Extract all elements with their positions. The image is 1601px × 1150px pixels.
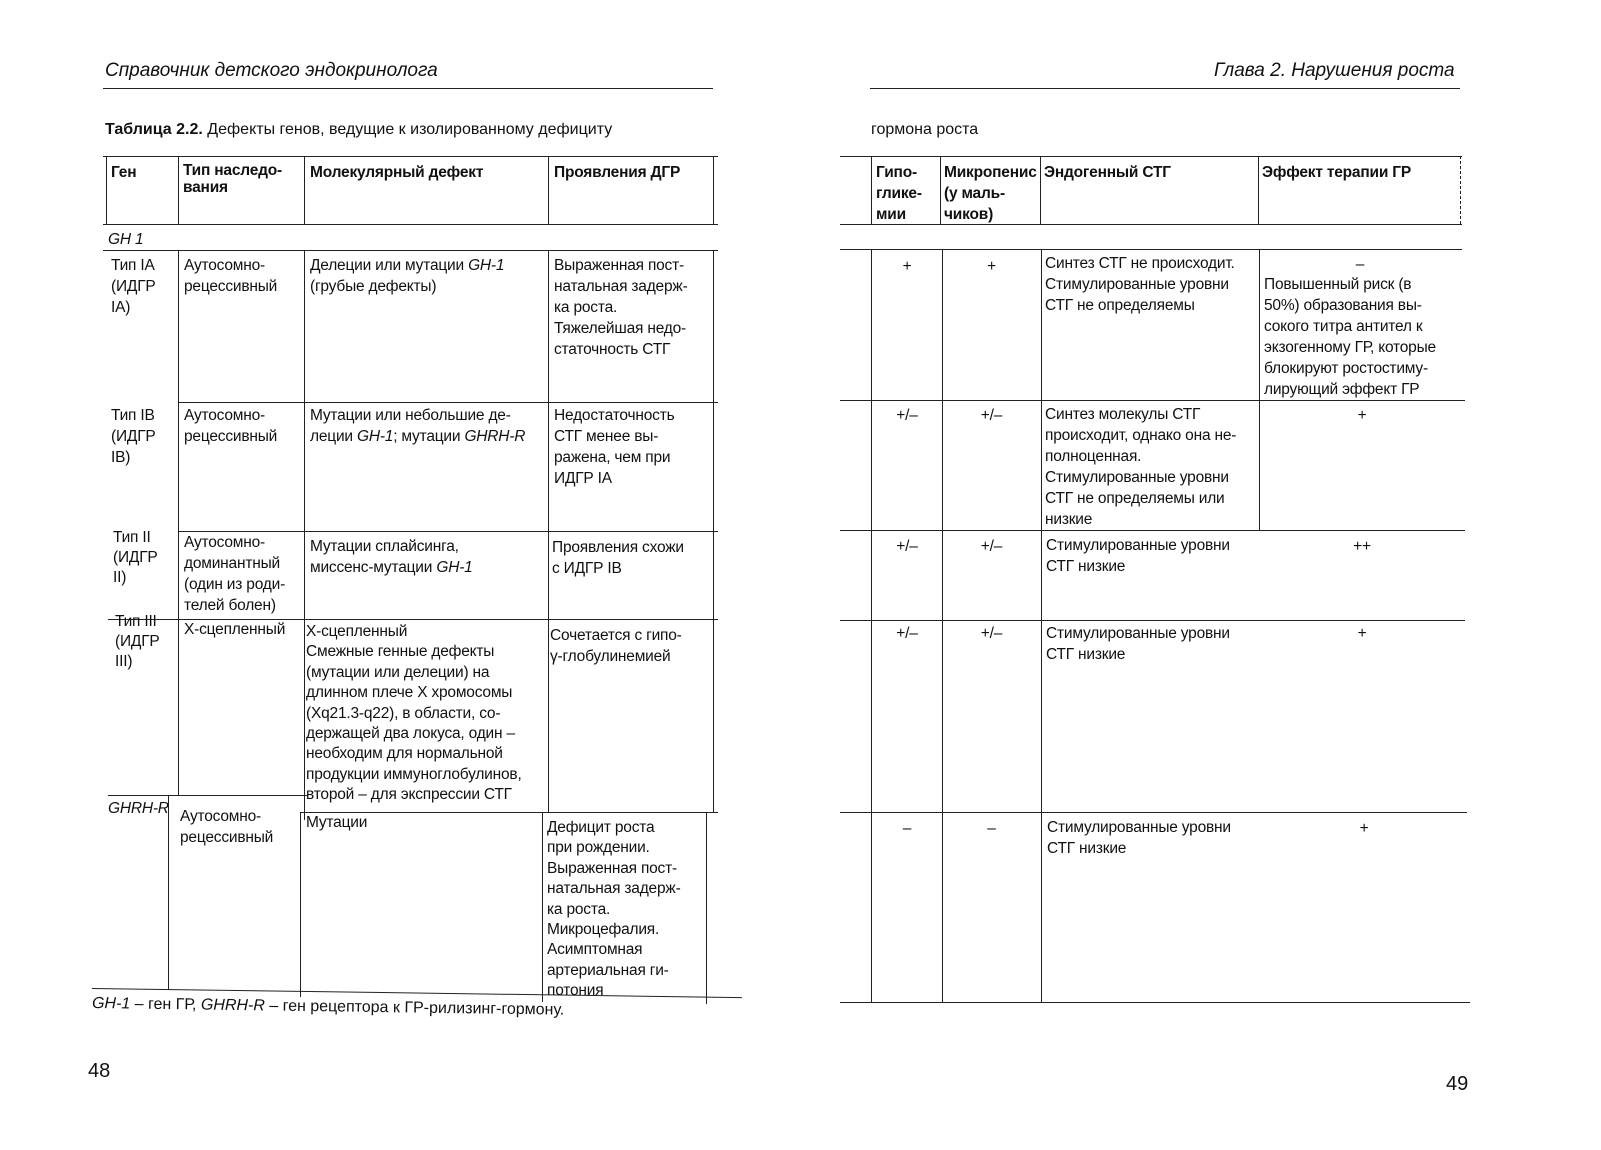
row1-defect-b: (грубые дефекты)	[310, 278, 437, 295]
row3-manifestation: Проявления схожи с ИДГР IB	[552, 539, 684, 577]
row4-manifestation: Сочетается с гипо- γ-глобулинемией	[550, 627, 682, 665]
footnote-text1: – ген ГР,	[130, 995, 202, 1014]
left-head-rule	[103, 88, 713, 89]
row5-manifestation: Дефицит роста при рождении. Выраженная пост- натальная задерж- ка роста. Микроцефалия. Асимптомная артериальная ги- потония	[547, 819, 681, 1000]
row4-defect: Х-сцепленный Смежные генные дефекты (мутации или делеции) на длинном плече Х хромосомы (Xq21.3-q22), в области, со- держащей два локуса, один – необходим для нормальной продукции иммуноглобулинов, второй – для экспрессии СТГ	[306, 623, 522, 804]
row3-defect-a: Мутации сплайсинга, миссенс-мутации	[310, 538, 459, 576]
r-row1-effect-text: Повышенный риск (в 50%) образования вы- сокого титра антител к экзогенному ГР, которые блокируют ростостиму- лирующий эффект ГР	[1264, 276, 1436, 398]
r-row5-hypo: –	[902, 820, 912, 837]
right-header-hypoglycemia: Гипо- глике- мии	[876, 164, 922, 223]
row2-inheritance: Аутосомно- рецессивный	[184, 407, 278, 445]
right-header-endogenous: Эндогенный СТГ	[1044, 164, 1171, 181]
row2-gene: Тип IB (ИДГР IB)	[111, 407, 156, 466]
right-page-number: 49	[1446, 1073, 1469, 1095]
row5-gene: GHRH-R	[108, 800, 169, 817]
caption-text: Дефекты генов, ведущие к изолированному дефициту	[202, 121, 613, 138]
r-row5-micro: –	[987, 820, 996, 837]
row1-manifestation: Выраженная пост- натальная задерж- ка роста. Тяжелейшая недо- статочность СТГ	[554, 257, 688, 358]
right-header-therapy-effect: Эффект терапии ГР	[1262, 164, 1411, 181]
r-row2-micro: +/–	[980, 407, 1003, 424]
left-table-caption	[105, 121, 612, 139]
row4-gene: Тип III (ИДГР III)	[115, 613, 160, 670]
right-head-rule	[870, 88, 1460, 89]
row1-defect-a: Делеции или мутации	[310, 257, 469, 274]
left-header-manifestation: Проявления ДГР	[554, 164, 681, 181]
r-row3-micro: +/–	[980, 538, 1003, 555]
r-row1-endo: Синтез СТГ не происходит. Стимулированные уровни СТГ не определяемы	[1045, 255, 1235, 314]
row3-gene: Тип II (ИДГР II)	[113, 529, 158, 586]
footnote-text2: – ген рецептора к ГР-рилизинг-гормону.	[264, 997, 565, 1019]
r-row2-endo: Синтез молекулы СТГ происходит, однако она не- полноценная. Стимулированные уровни СТГ не определяемы или низкие	[1045, 406, 1237, 528]
r-row1-hypo: +	[902, 258, 912, 275]
row1-gene: Тип IA (ИДГР IA)	[111, 257, 156, 316]
row5-inheritance: Аутосомно- рецессивный	[180, 808, 274, 846]
r-row2-effect-mark: +	[1357, 407, 1367, 424]
left-header-inheritance: Тип наследо- вания	[183, 162, 283, 196]
r-row4-hypo: +/–	[896, 625, 918, 642]
row1-inheritance: Аутосомно- рецессивный	[184, 257, 278, 295]
row3-defect	[310, 536, 473, 578]
row5-defect: Мутации	[306, 814, 368, 831]
row2-defect-b: ; мутации	[393, 428, 465, 445]
r-row2-hypo: +/–	[896, 407, 918, 424]
r-row1-effect-mark: –	[1355, 256, 1365, 273]
r-row1-micro: +	[987, 258, 996, 275]
r-row5-endo: Стимулированные уровни СТГ низкие	[1047, 819, 1231, 857]
footnote-gene1: GH-1	[91, 995, 131, 1013]
footnote-gene2: GHRH-R	[200, 996, 265, 1015]
right-caption: гормона роста	[871, 121, 979, 138]
right-header-micropenis: Микропенис (у маль- чиков)	[944, 164, 1037, 223]
r-row4-endo: Стимулированные уровни СТГ низкие	[1046, 625, 1230, 663]
caption-label: Таблица 2.2.	[105, 121, 203, 138]
row3-inheritance: Аутосомно- доминантный (один из роди- телей болен)	[184, 534, 286, 614]
row2-defect-gene: GH-1	[356, 428, 394, 445]
r-row4-effect-mark: +	[1357, 625, 1367, 642]
left-footnote	[92, 995, 565, 1020]
r-row3-hypo: +/–	[896, 538, 918, 555]
r-row4-micro: +/–	[980, 625, 1003, 642]
group-label-gh1: GH 1	[108, 231, 144, 248]
row1-defect	[310, 255, 504, 297]
left-page-number: 48	[88, 1060, 111, 1082]
r-row3-effect-mark: ++	[1353, 538, 1371, 555]
row1-defect-gene: GH-1	[468, 257, 505, 274]
left-header-defect: Молекулярный дефект	[310, 164, 484, 181]
row2-defect-a: Мутации или небольшие де- леции	[310, 407, 511, 445]
r-row5-effect-mark: +	[1359, 820, 1369, 837]
row3-defect-gene: GH-1	[436, 559, 473, 576]
row2-manifestation: Недостаточность СТГ менее вы- ражена, чем при ИДГР IA	[554, 407, 675, 487]
right-running-head: Глава 2. Нарушения роста	[1214, 60, 1455, 81]
row2-defect	[310, 405, 525, 447]
row2-defect-gene2: GHRH-R	[464, 428, 526, 445]
row4-inheritance: Х-сцепленный	[184, 621, 286, 638]
left-header-gene: Ген	[111, 164, 137, 181]
left-running-head: Справочник детского эндокринолога	[105, 60, 438, 81]
r-row3-endo: Стимулированные уровни СТГ низкие	[1046, 537, 1230, 575]
